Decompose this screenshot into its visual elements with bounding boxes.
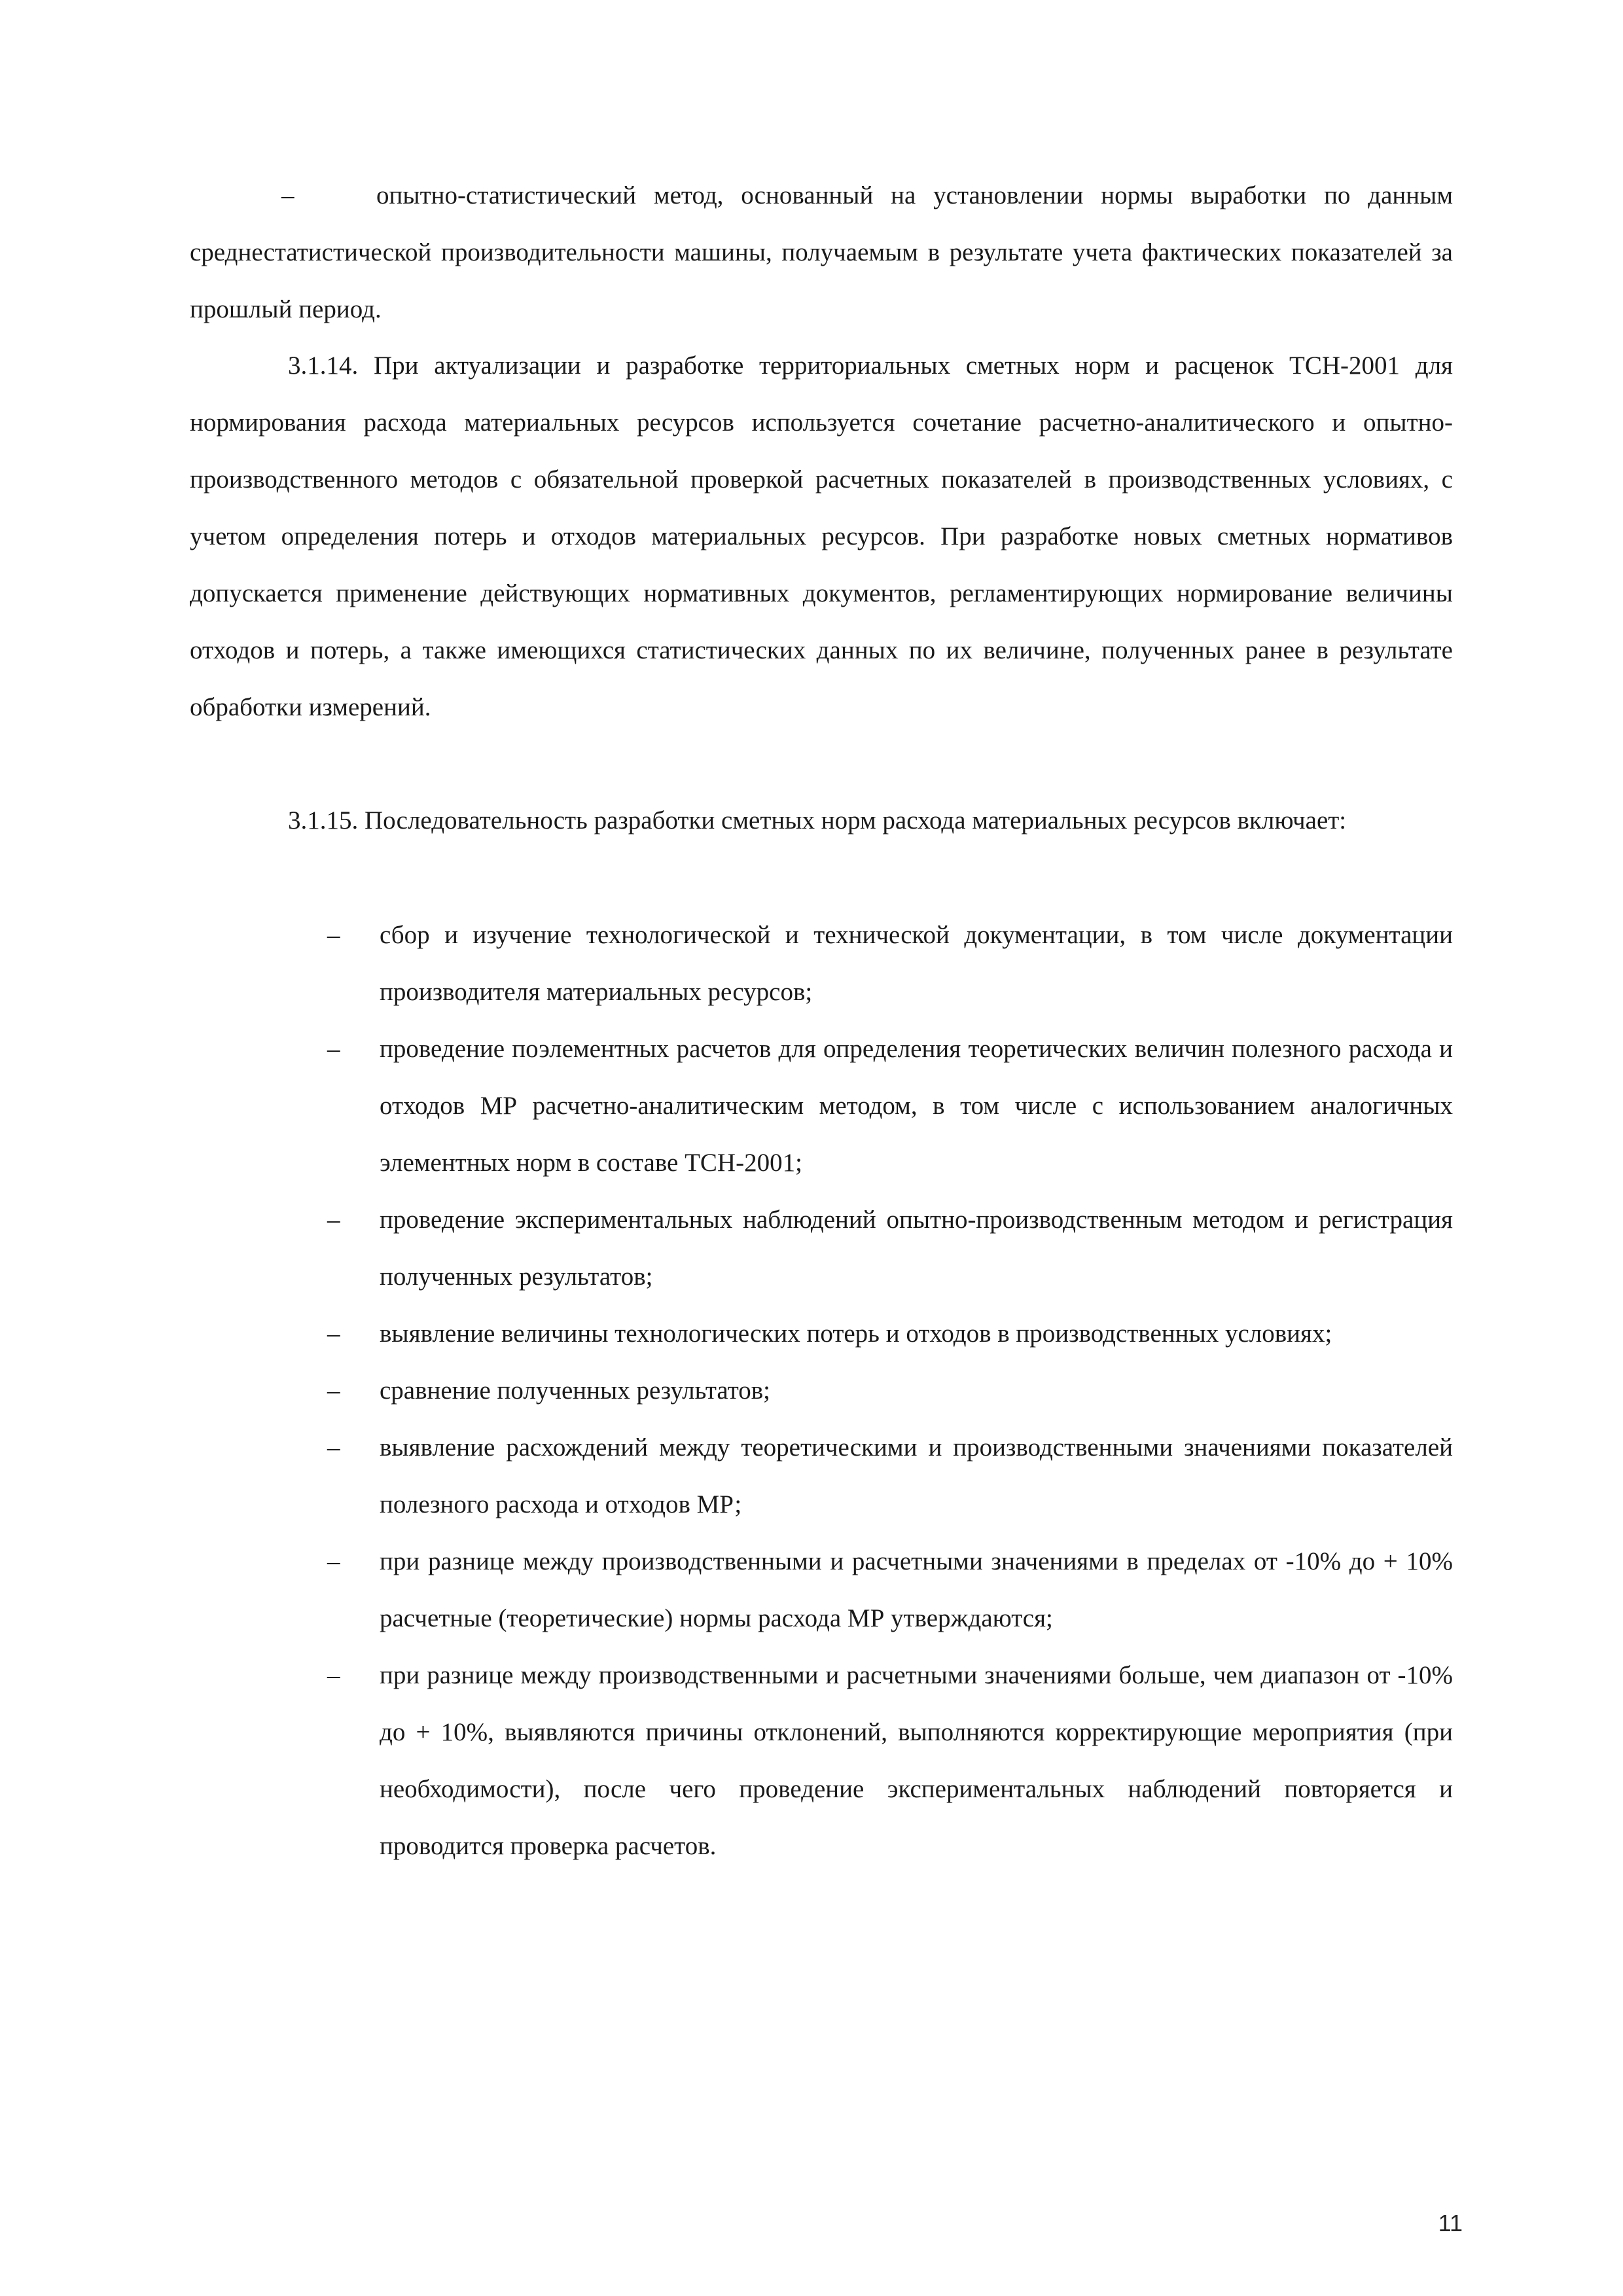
intro-dash: – [281, 181, 294, 209]
page-number: 11 [1438, 2210, 1463, 2236]
list-item-text: при разнице между производственными и расчетными значениями в пределах от -10% до + 10% расчетные (теоретические) нормы расхода МР утверждаются; [380, 1547, 1453, 1632]
list-item-text: проведение экспериментальных наблюдений опытно-производственным методом и регистрация полученных результатов; [380, 1206, 1453, 1291]
list-dash: – [327, 1547, 340, 1575]
list-item [327, 1305, 1453, 1362]
steps-list [327, 906, 1453, 1874]
intro-item [190, 167, 1453, 338]
intro-paragraph [190, 167, 1453, 338]
list-item-text: при разнице между производственными и расчетными значениями больше, чем диапазон от -10% до + 10%, выявляются причины отклонений, выполняются корректирующие мероприятия (при необходимости), после чего проведение экспериментальных наблюдений повторяется и проводится проверка расчетов. [380, 1661, 1453, 1860]
list-item [327, 906, 1453, 1020]
list-item [327, 1191, 1453, 1305]
section-3-1-15-paragraph [190, 792, 1453, 849]
list-item [327, 1419, 1453, 1533]
list-item-text: выявление величины технологических потерь и отходов в производственных условиях; [380, 1319, 1332, 1348]
list-item-text: выявление расхождений между теоретическими и производственными значениями показателей полезного расхода и отходов МР; [380, 1433, 1453, 1518]
list-dash: – [327, 1035, 340, 1063]
list-dash: – [327, 1319, 340, 1348]
section-3-1-14-number: 3.1.14. [288, 351, 359, 380]
list-item [327, 1362, 1453, 1419]
list-dash: – [327, 1433, 340, 1462]
list-item-text: сбор и изучение технологической и технической документации, в том числе документации производителя материальных ресурсов; [380, 921, 1453, 1006]
section-3-1-14-paragraph [190, 337, 1453, 736]
list-item [327, 1647, 1453, 1874]
list-item-text: сравнение полученных результатов; [380, 1376, 770, 1405]
section-3-1-14 [190, 337, 1453, 736]
list-item-text: проведение поэлементных расчетов для определения теоретических величин полезного расхода и отходов МР расчетно-аналитическим методом, в том числе с использованием аналогичных элементных норм в составе ТСН-2001; [380, 1035, 1453, 1177]
list-dash: – [327, 921, 340, 949]
section-3-1-15-number: 3.1.15. [288, 806, 359, 834]
list-item [327, 1533, 1453, 1647]
intro-item-text: опытно-статистический метод, основанный на установлении нормы выработки по данным среднестатистической производительности машины, получаемым в результате учета фактических показателей за прошлый период. [190, 181, 1453, 323]
list-dash: – [327, 1661, 340, 1689]
list-dash: – [327, 1376, 340, 1405]
list-dash: – [327, 1206, 340, 1234]
section-3-1-15 [190, 792, 1453, 849]
section-3-1-15-text: Последовательность разработки сметных норм расхода материальных ресурсов включает: [365, 806, 1347, 834]
section-3-1-14-text: При актуализации и разработке территориальных сметных норм и расценок ТСН-2001 для нормирования расхода материальных ресурсов используется сочетание расчетно-аналитического и опытно-производственного методов с обязательной проверкой расчетных показателей в производственных условиях, с учетом определения потерь и отходов материальных ресурсов. При разработке новых сметных нормативов допускается применение действующих нормативных документов, регламентирующих нормирование величины отходов и потерь, а также имеющихся статистических данных по их величине, полученных ранее в результате обработки измерений. [190, 351, 1453, 721]
list-item [327, 1020, 1453, 1191]
